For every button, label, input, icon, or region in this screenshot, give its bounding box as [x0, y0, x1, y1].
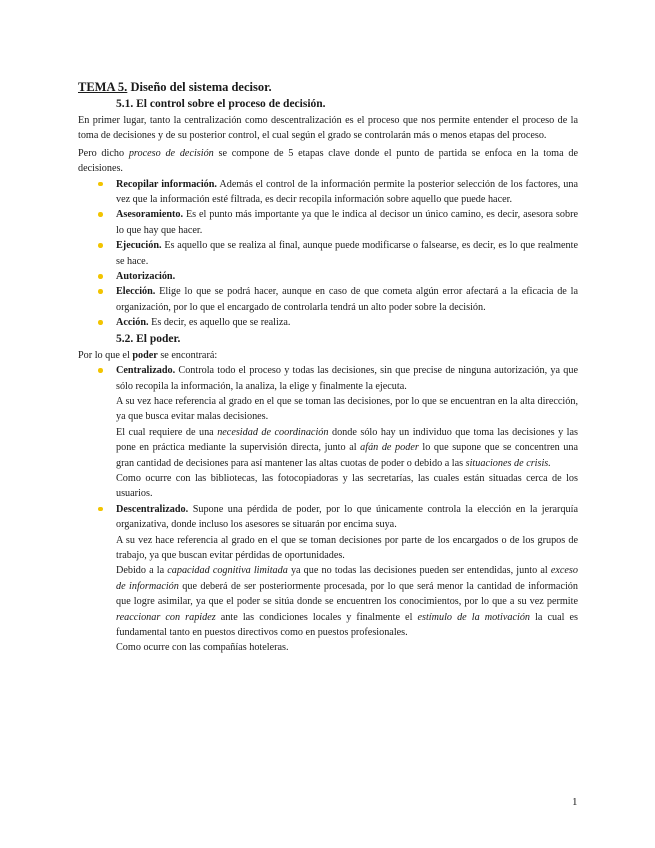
section-heading-5-2: 5.2. El poder.: [116, 332, 181, 345]
power-types-list: [78, 363, 578, 394]
term: Elección.: [116, 286, 156, 298]
section-heading-5-1: 5.1. El control sobre el proceso de decisión.: [116, 98, 326, 110]
decision-stages-list: [78, 177, 578, 331]
list-item-centralizado: Centralizado. Controla todo el proceso y todas las decisiones, sin que precise de ninguna autorización, ya que sólo recopila la información, la analiza, la elige y finalmente la ejecuta.: [78, 363, 578, 394]
list-item: Asesoramiento. Es el punto más importante ya que le indica al decisor un único camino, es decir, asesora sobre lo que hay que hacer.: [78, 207, 578, 238]
descentralizado-paragraph-3: Como ocurre con las compañías hoteleras.: [116, 642, 289, 654]
list-item: Recopilar información. Además el control de la información permite la posterior selección de los factores, una vez que la información esté filtrada, es decir recopila información sobre aquello que puede hacer.: [78, 177, 578, 208]
list-item: Ejecución. Es aquello que se realiza al final, aunque puede modificarse o falsearse, es decir, es lo que realmente se hace.: [78, 238, 578, 269]
term: Ejecución.: [116, 240, 162, 252]
list-item: [78, 269, 578, 284]
centralizado-paragraph-3: Como ocurre con las bibliotecas, las fotocopiadoras y las secretarías, las cuales están situadas cerca de los usuarios.: [116, 472, 578, 500]
descentralizado-paragraph-2: Debido a la capacidad cognitiva limitada ya que no todas las decisiones pueden ser entendidas, junto al exceso de información que deberá de ser posteriormente procesada, por lo que será menor la cantidad de información que logre asimilar, ya que el poder se sitúa donde se encuentren los conocimientos, por lo que a su vez permite reaccionar con rapidez ante las condiciones locales y finalmente el estímulo de la motivación la cual es fundamental tanto en puestos directivos como en puestos profesionales.: [116, 565, 579, 638]
list-item: Elección. Elige lo que se podrá hacer, aunque en caso de que cometa algún error afectará a la eficacia de la organización, por lo que el encargado de controlarla tendrá un alto poder sobre la decisión.: [78, 284, 578, 315]
term-power: poder: [132, 349, 158, 361]
list-item-descentralizado: Descentralizado. Supone una pérdida de poder, por lo que únicamente controla la elección en la jerarquía organizativa, donde incluso los asesores se situarán por encima suya.: [78, 502, 578, 533]
document-page: [78, 79, 578, 656]
list-item: Acción. Es decir, es aquello que se realiza.: [78, 315, 578, 330]
chapter-title: [78, 79, 578, 95]
term: Acción.: [116, 317, 149, 329]
emphasis-decision-process: proceso de decisión: [128, 147, 214, 159]
paragraph-intro: En primer lugar, tanto la centralización como descentralización es el proceso que nos permite entender el proceso de la toma de decisiones y de su posterior control, el cual según el grado se controlarán más o menos etapas del proceso.: [78, 115, 578, 142]
term: Centralizado.: [116, 365, 176, 377]
term: Asesoramiento.: [116, 209, 184, 221]
page-number: 1: [572, 796, 578, 808]
power-types-list-2: [78, 502, 578, 533]
chapter-number: TEMA 5.: [78, 80, 128, 94]
centralizado-paragraph-1: A su vez hace referencia al grado en el que se toman las decisiones, por lo que se encuentran en la alta dirección, ya que busca evitar malas decisiones.: [116, 395, 578, 423]
paragraph-decision-process: Pero dicho proceso de decisión se compone de 5 etapas clave donde el punto de partida se enfoca en la toma de decisiones.: [78, 147, 579, 175]
term: Recopilar información.: [116, 178, 217, 190]
term: Autorización.: [116, 271, 176, 283]
centralizado-paragraph-2: El cual requiere de una necesidad de coordinación donde sólo hay un individuo que toma las decisiones y las pone en práctica mediante la supervisión directa, junto al afán de poder lo que supone que se concentren una gran cantidad de decisiones para así mantener las altas cuotas de poder o debido a las situaciones de crisis.: [116, 426, 578, 469]
chapter-name: Diseño del sistema decisor.: [127, 80, 272, 94]
descentralizado-paragraph-1: A su vez hace referencia al grado en el que se toman decisiones por parte de los encargados o de los grupos de trabajo, ya que buscan evitar pérdidas de oportunidades.: [116, 534, 578, 561]
term: Descentralizado.: [116, 503, 189, 515]
paragraph-power-intro: Por lo que el poder se encontrará:: [78, 349, 218, 361]
